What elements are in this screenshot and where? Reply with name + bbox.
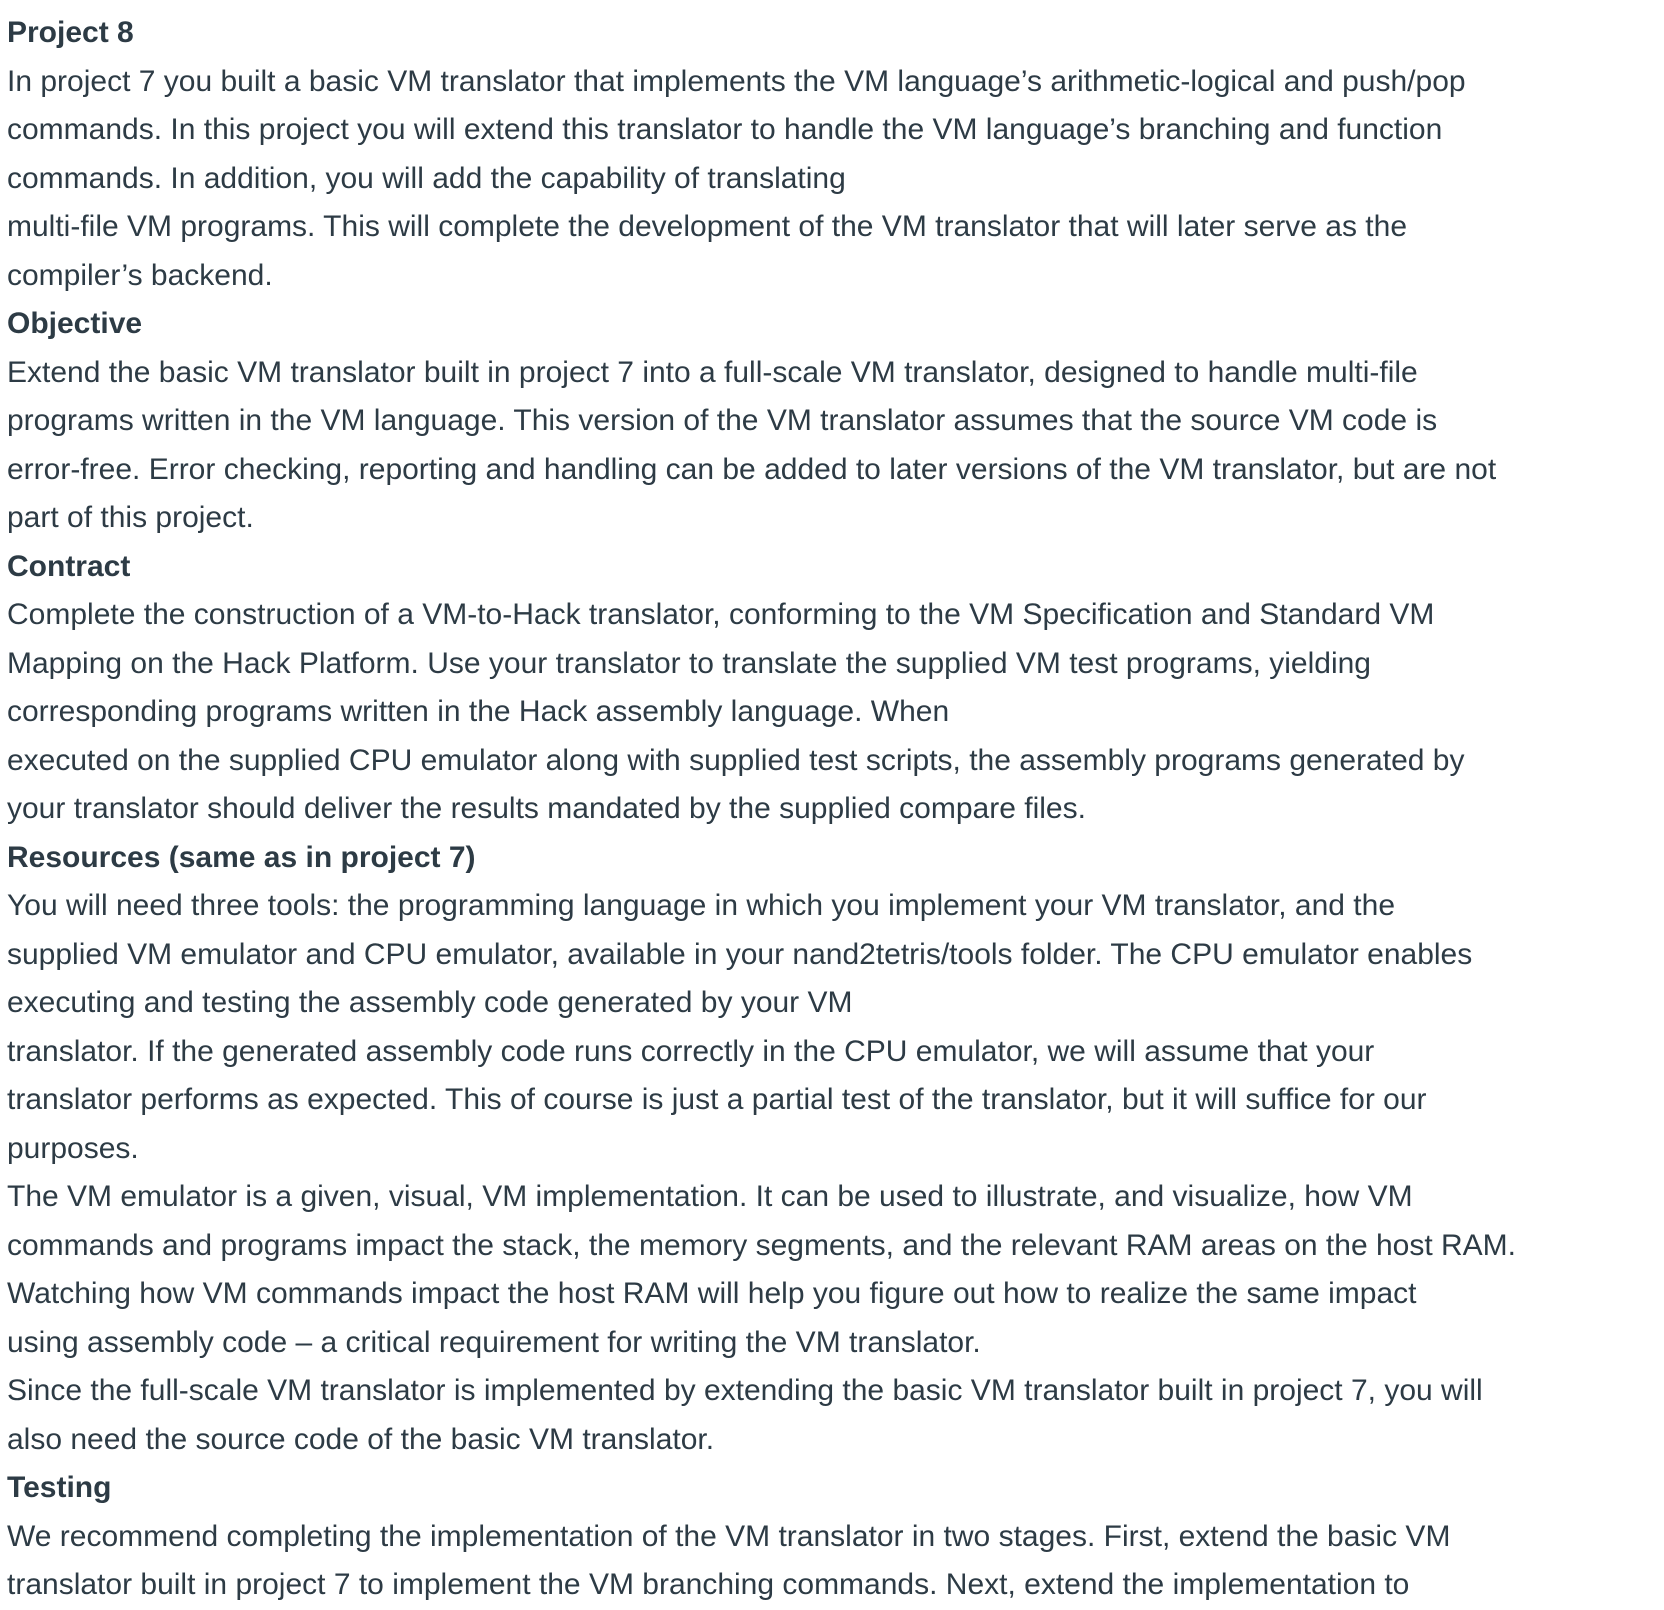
section-heading: Objective xyxy=(7,307,143,340)
text-line: purposes. xyxy=(7,1131,139,1165)
text-line: programs written in the VM language. This version of the VM translator assumes that the source VM code is xyxy=(7,404,1438,437)
text-line: translator. If the generated assembly code runs correctly in the CPU emulator, we will assume that your xyxy=(7,1034,1375,1068)
section-resources xyxy=(7,834,1657,1465)
text-line: executing and testing the assembly code generated by your VM xyxy=(7,986,853,1019)
section-heading: Resources (same as in project 7) xyxy=(7,840,476,874)
section-project-8 xyxy=(7,9,1657,300)
text-line: commands. In addition, you will add the capability of translating xyxy=(7,161,846,195)
text-line: translator built in project 7 to implement the VM branching commands. Next, extend the implementation to xyxy=(7,1568,1410,1601)
text-line: The VM emulator is a given, visual, VM implementation. It can be used to illustrate, and visualize, how VM xyxy=(7,1180,1413,1213)
text-line: translator performs as expected. This of course is just a partial test of the translator, but it will suffice for our xyxy=(7,1083,1427,1116)
text-line: commands and programs impact the stack, the memory segments, and the relevant RAM areas on the host RAM. xyxy=(7,1228,1517,1262)
section-heading: Project 8 xyxy=(7,16,134,49)
text-line: also need the source code of the basic VM translator. xyxy=(7,1422,715,1456)
text-line: In project 7 you built a basic VM translator that implements the VM language’s arithmetic-logical and push/pop xyxy=(7,64,1466,98)
section-contract xyxy=(7,543,1657,834)
text-line: compiler’s backend. xyxy=(7,258,273,292)
text-line: executed on the supplied CPU emulator along with supplied test scripts, the assembly programs generated by xyxy=(7,743,1465,777)
text-line: error-free. Error checking, reporting and handling can be added to later versions of the VM translator, but are not xyxy=(7,452,1497,486)
text-line: Since the full-scale VM translator is implemented by extending the basic VM translator built in project 7, you will xyxy=(7,1374,1483,1407)
text-line: commands. In this project you will extend this translator to handle the VM language’s branching and function xyxy=(7,113,1443,146)
text-line: part of this project. xyxy=(7,501,254,534)
text-line: You will need three tools: the programming language in which you implement your VM translator, and the xyxy=(7,889,1396,922)
text-line: your translator should deliver the results mandated by the supplied compare files. xyxy=(7,792,1086,825)
text-line: corresponding programs written in the Hack assembly language. When xyxy=(7,695,950,728)
text-line: multi-file VM programs. This will complete the development of the VM translator that will later serve as the xyxy=(7,210,1408,243)
text-line: Mapping on the Hack Platform. Use your translator to translate the supplied VM test programs, yielding xyxy=(7,646,1371,680)
section-heading: Testing xyxy=(7,1471,112,1504)
section-objective xyxy=(7,300,1657,543)
text-line: Watching how VM commands impact the host RAM will help you figure out how to realize the same impact xyxy=(7,1277,1417,1310)
text-line: Complete the construction of a VM-to-Hack translator, conforming to the VM Specification and Standard VM xyxy=(7,598,1435,631)
text-line: We recommend completing the implementation of the VM translator in two stages. First, extend the basic VM xyxy=(7,1519,1451,1553)
section-heading: Contract xyxy=(7,549,131,583)
text-line: using assembly code – a critical requirement for writing the VM translator. xyxy=(7,1325,981,1359)
text-line: Extend the basic VM translator built in project 7 into a full-scale VM translator, designed to handle multi-file xyxy=(7,355,1418,389)
section-testing xyxy=(7,1464,1657,1610)
text-line: supplied VM emulator and CPU emulator, available in your nand2tetris/tools folder. The CPU emulator enables xyxy=(7,937,1473,971)
document-body xyxy=(7,9,1657,1610)
